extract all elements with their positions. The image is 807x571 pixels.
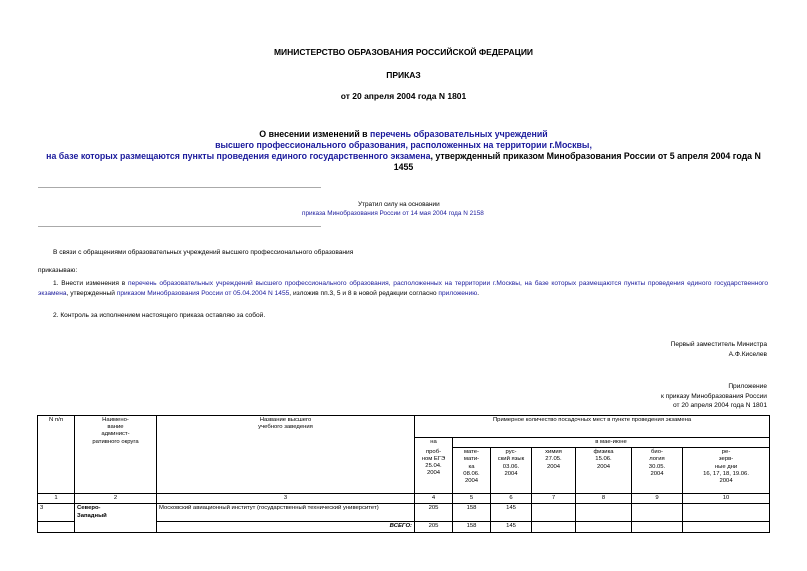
col-num-9: 9 [632, 494, 683, 504]
th-na: на [415, 438, 453, 448]
total-num [38, 522, 75, 532]
subject-text-approved: , утвержденный приказом Минобразования России от 5 апреля 2004 года N [430, 151, 761, 161]
subject-link-list[interactable]: перечень образовательных учреждений [370, 129, 548, 139]
total-phys [576, 522, 632, 532]
subject-title [0, 129, 807, 173]
th-num: N п/п [38, 416, 75, 494]
intro-paragraph: В связи с обращениями образовательных учреждений высшего профессионального образования [53, 249, 354, 256]
p1-text-a: 1. Внести изменения в [53, 280, 129, 287]
appendix-line1: Приложение [728, 383, 767, 390]
status-link[interactable]: приказа Минобразования России от 14 мая 2004 года N 2158 [302, 210, 484, 217]
th-russian: рус- ский язык 03.06. 2004 [491, 448, 532, 494]
row-math: 158 [453, 504, 491, 522]
paragraph-2: 2. Контроль за исполнением настоящего приказа оставляю за собой. [53, 312, 266, 319]
total-russian: 145 [491, 522, 532, 532]
appendix-block [661, 382, 767, 411]
th-reserve: ре- зерв- ные дни 16, 17, 18, 19.06. 2004 [683, 448, 770, 494]
row-district: Северо- Западный [75, 504, 157, 532]
seats-table [37, 415, 770, 533]
total-label: ВСЕГО: [157, 522, 415, 532]
row-trial: 205 [415, 504, 453, 522]
paragraph-1 [38, 279, 768, 299]
row-reserve [683, 504, 770, 522]
total-math: 158 [453, 522, 491, 532]
row-num: 3 [38, 504, 75, 522]
th-may-june: в мае-июне [453, 438, 770, 448]
ministry-title: МИНИСТЕРСТВО ОБРАЗОВАНИЯ РОССИЙСКОЙ ФЕДЕРАЦИИ [273, 47, 534, 57]
subject-line4: 1455 [393, 162, 414, 172]
th-seats: Примерное количество посадочных мест в пункте проведения экзамена [415, 416, 770, 438]
p1-text-b: , утвержденный [66, 290, 117, 297]
p1-link-list[interactable]: перечень образовательных учреждений высшего профессионального образования, расположенных на территории г.Москвы, на базе которых размещаются пункты проведения единого государственного экзамена [38, 280, 768, 297]
col-num-4: 4 [415, 494, 453, 504]
col-num-7: 7 [532, 494, 576, 504]
table-row [38, 504, 770, 522]
p1-text-c: , изложив пп.3, 5 и 8 в новой редакции согласно [289, 290, 439, 297]
status-text: Утратил силу на основании [358, 201, 440, 208]
col-num-10: 10 [683, 494, 770, 504]
signature-position: Первый заместитель Министра [670, 341, 767, 348]
subject-text: О внесении изменений в [259, 129, 371, 139]
total-bio [632, 522, 683, 532]
appendix-line3: от 20 апреля 2004 года N 1801 [672, 402, 767, 409]
th-bio: био- логия 30.05. 2004 [632, 448, 683, 494]
col-num-3: 3 [157, 494, 415, 504]
row-chem [532, 504, 576, 522]
p1-link-order[interactable]: приказом Минобразования России от 05.04.2004 N 1455 [116, 290, 290, 297]
divider-top [38, 187, 321, 188]
th-phys: физика 15.06. 2004 [576, 448, 632, 494]
col-num-5: 5 [453, 494, 491, 504]
divider-bottom [38, 226, 321, 227]
p1-link-appendix[interactable]: приложению [438, 290, 478, 297]
th-chem: химия 27.05. 2004 [532, 448, 576, 494]
total-trial: 205 [415, 522, 453, 532]
total-reserve [683, 522, 770, 532]
col-num-1: 1 [38, 494, 75, 504]
order-word: приказываю: [38, 267, 78, 274]
col-num-8: 8 [576, 494, 632, 504]
column-numbers-row [38, 494, 770, 504]
th-trial: проб- ном ЕГЭ 25.04. 2004 [415, 448, 453, 494]
row-bio [632, 504, 683, 522]
subject-link-ege[interactable]: на базе которых размещаются пункты проведения единого государственного экзамена [46, 151, 431, 161]
col-num-2: 2 [75, 494, 157, 504]
signature-block [671, 340, 767, 360]
total-chem [532, 522, 576, 532]
appendix-line2: к приказу Минобразования России [660, 392, 767, 400]
doc-date-number: от 20 апреля 2004 года N 1801 [340, 91, 467, 101]
col-num-6: 6 [491, 494, 532, 504]
row-russian: 145 [491, 504, 532, 522]
p1-text-d: . [477, 290, 480, 297]
row-institution: Московский авиационный институт (государственный технический университет) [157, 504, 415, 522]
th-institution: Название высшего учебного заведения [157, 416, 415, 494]
th-math: мате- мати- ка 08.06. 2004 [453, 448, 491, 494]
doc-type: ПРИКАЗ [386, 70, 421, 80]
row-phys [576, 504, 632, 522]
th-district: Наимено- вание админист- ративного округа [75, 416, 157, 494]
signature-name: А.Ф.Киселев [728, 351, 767, 358]
subject-line2[interactable]: высшего профессионального образования, расположенных на территории г.Москвы, [215, 140, 592, 150]
